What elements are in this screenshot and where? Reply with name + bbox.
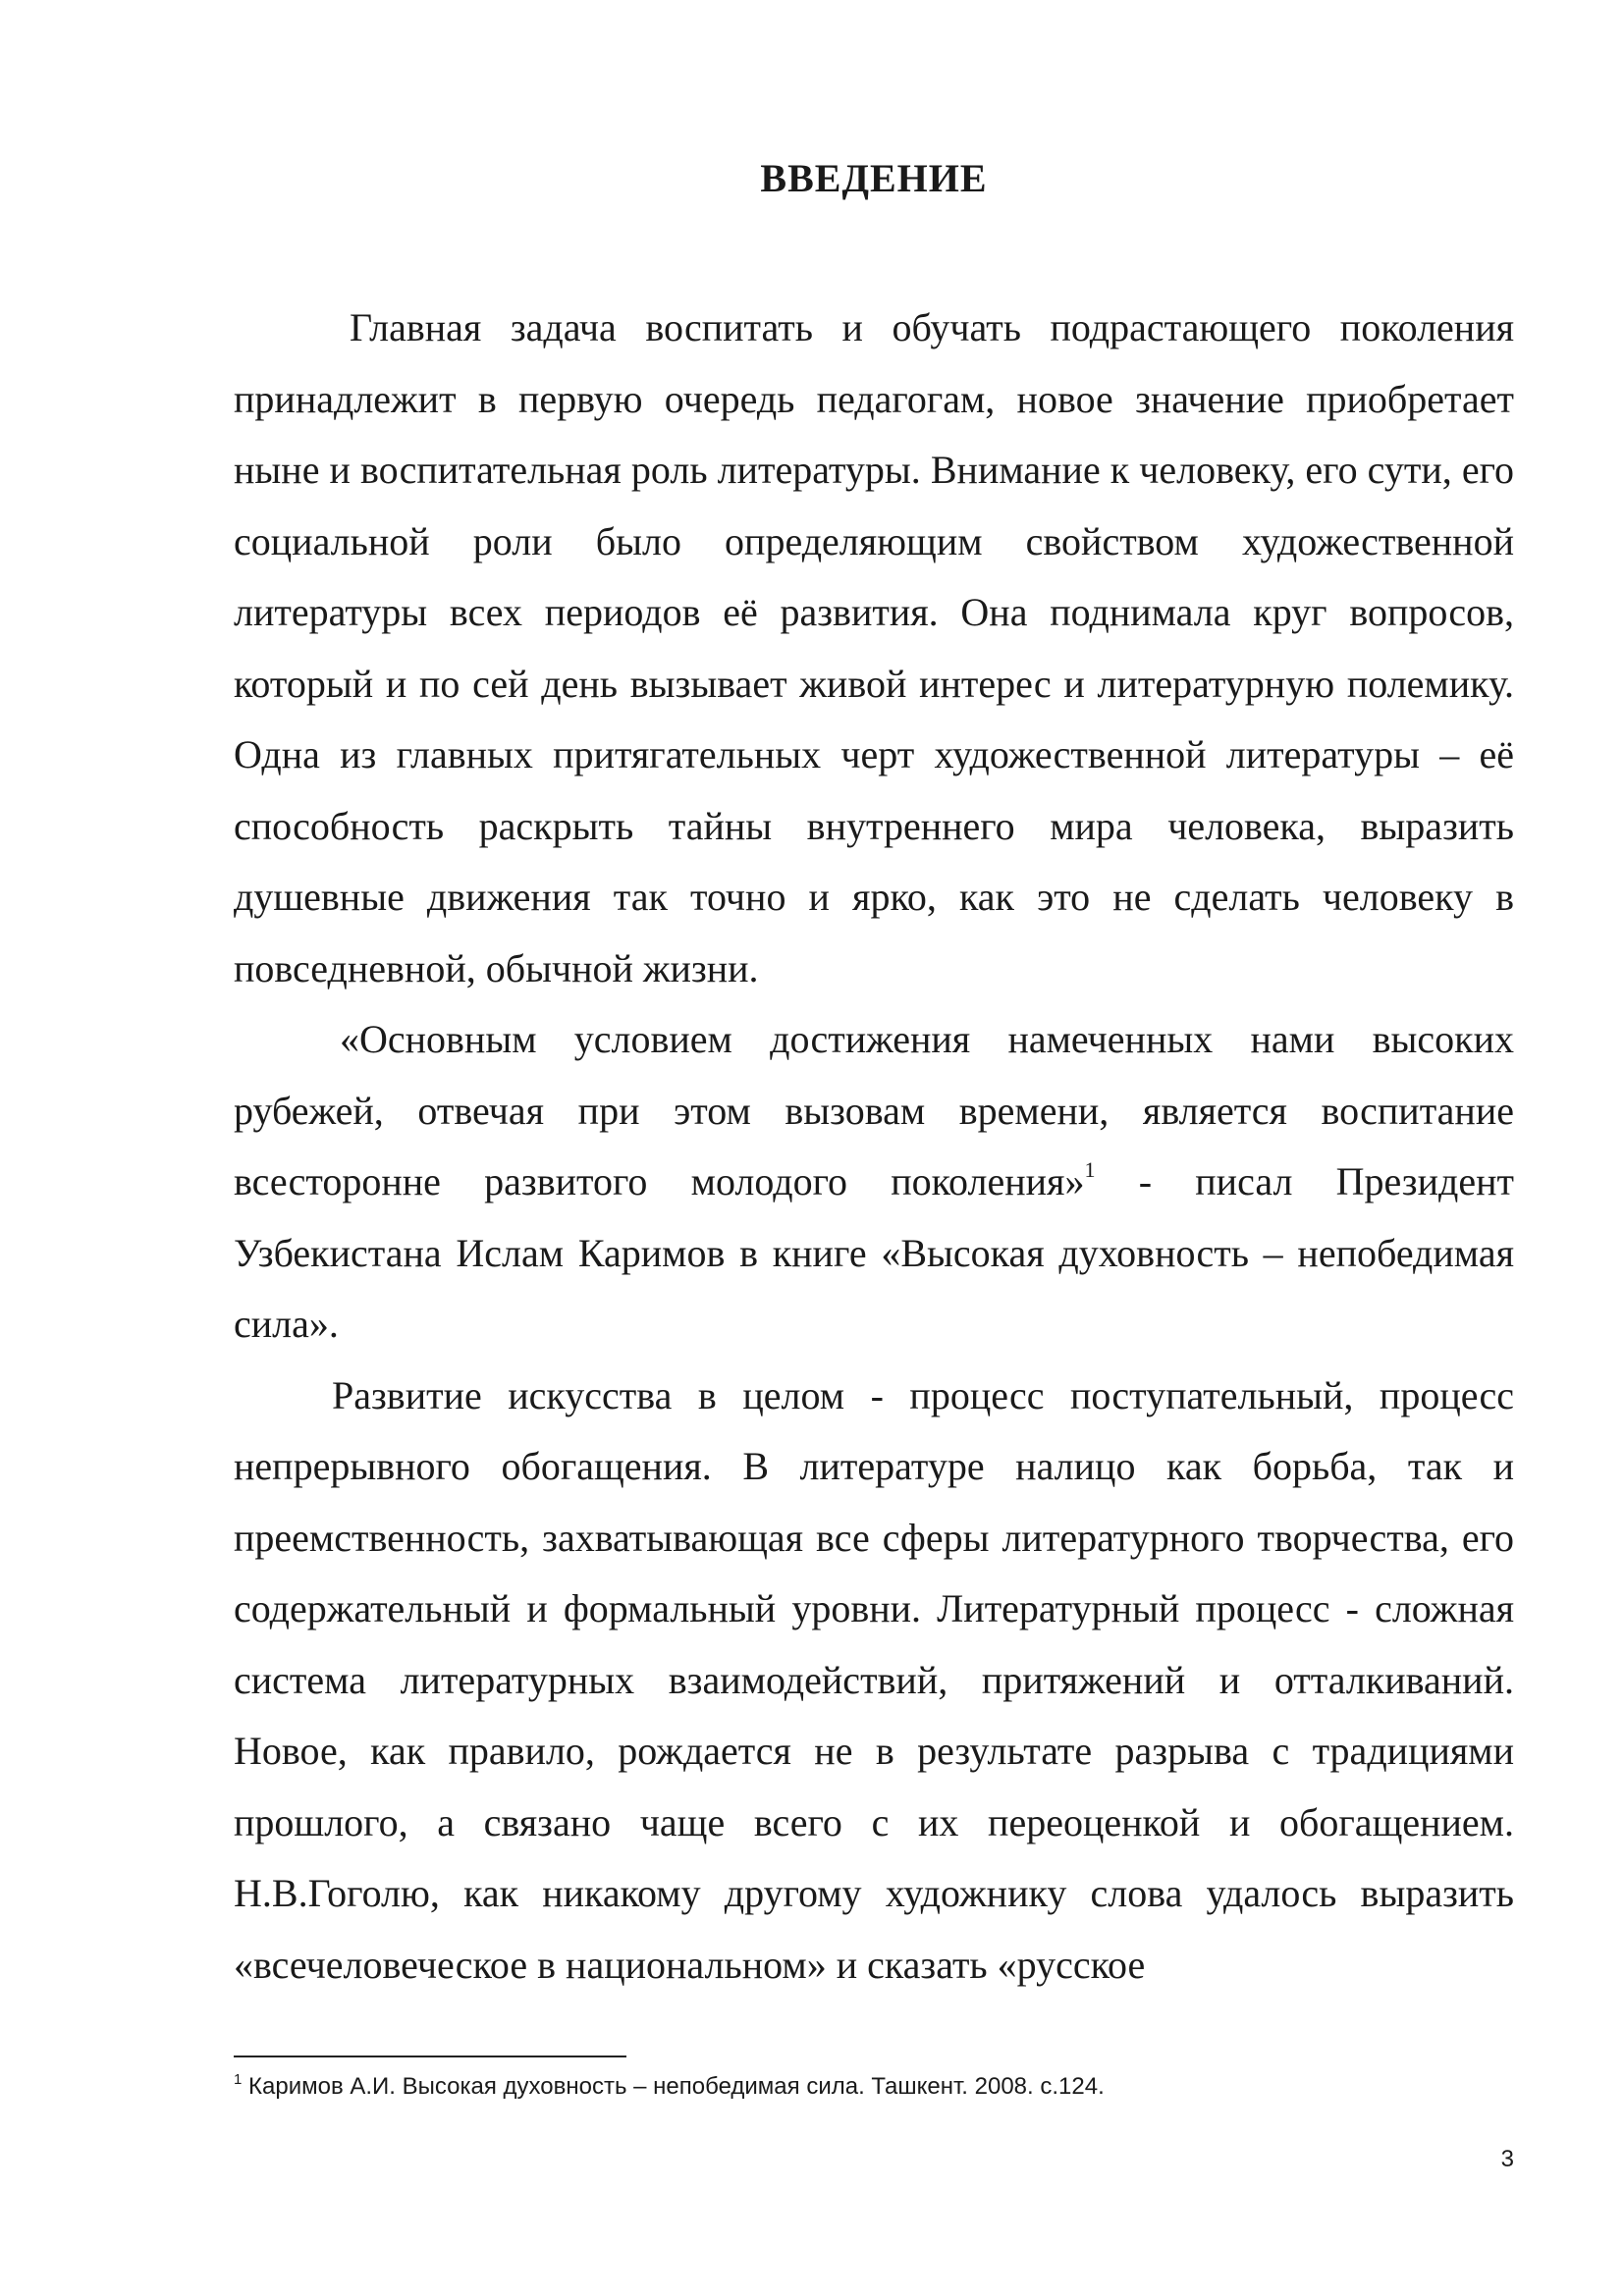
footnote-separator [234, 2056, 626, 2057]
footnote-number: 1 [234, 2071, 243, 2088]
page-title: ВВЕДЕНИЕ [760, 156, 988, 200]
paragraph-3: Развитие искусства в целом - процесс поступательный, процесс непрерывного обогащения. В литературе налицо как борьба, так и преемственность, захватывающая все сферы литературного творчества, его содержательный и формальный уровни. Литературный процесс - сложная система литературных взаимодействий, притяжений и отталкиваний. Новое, как правило, рождается не в результате разрыва с традициями прошлого, а связано чаще всего с их переоценкой и обогащением. Н.В.Гоголю, как никакому другому художнику слова удалось выразить «всечеловеческое в национальном» и сказать «русское [234, 1372, 1514, 1987]
paragraph-1: Главная задача воспитать и обучать подрастающего поколения принадлежит в первую очередь педагогам, новое значение приобретает ныне и воспитательная роль литературы. Внимание к человеку, его сути, его социальной роли было определяющим свойством художественной литературы всех периодов её развития. Она поднимала круг вопросов, который и по сей день вызывает живой интерес и литературную полемику. Одна из главных притягательных черт художественной литературы – её способность раскрыть тайны внутреннего мира человека, выразить душевные движения так точно и ярко, как это не сделать человеку в повседневной, обычной жизни. [234, 305, 1514, 990]
footnote [234, 2069, 1514, 2105]
paragraph-2 [234, 1004, 1514, 1361]
page-number: 3 [1500, 2146, 1514, 2172]
footnote-reference[interactable]: 1 [1084, 1157, 1096, 1182]
quote-text: «Основным условием достижения намеченных нами высоких рубежей, отвечая при этом вызовам времени, является воспитание всесторонне развитого молодого поколения» [234, 1017, 1514, 1203]
body-text [234, 293, 1514, 2001]
footnote-text: Каримов А.И. Высокая духовность – непобедимая сила. Ташкент. 2008. с.124. [242, 2073, 1105, 2100]
quote-attribution: - писал Президент Узбекистана Ислам Каримов в книге «Высокая духовность – непобедимая сила». [234, 1159, 1514, 1346]
